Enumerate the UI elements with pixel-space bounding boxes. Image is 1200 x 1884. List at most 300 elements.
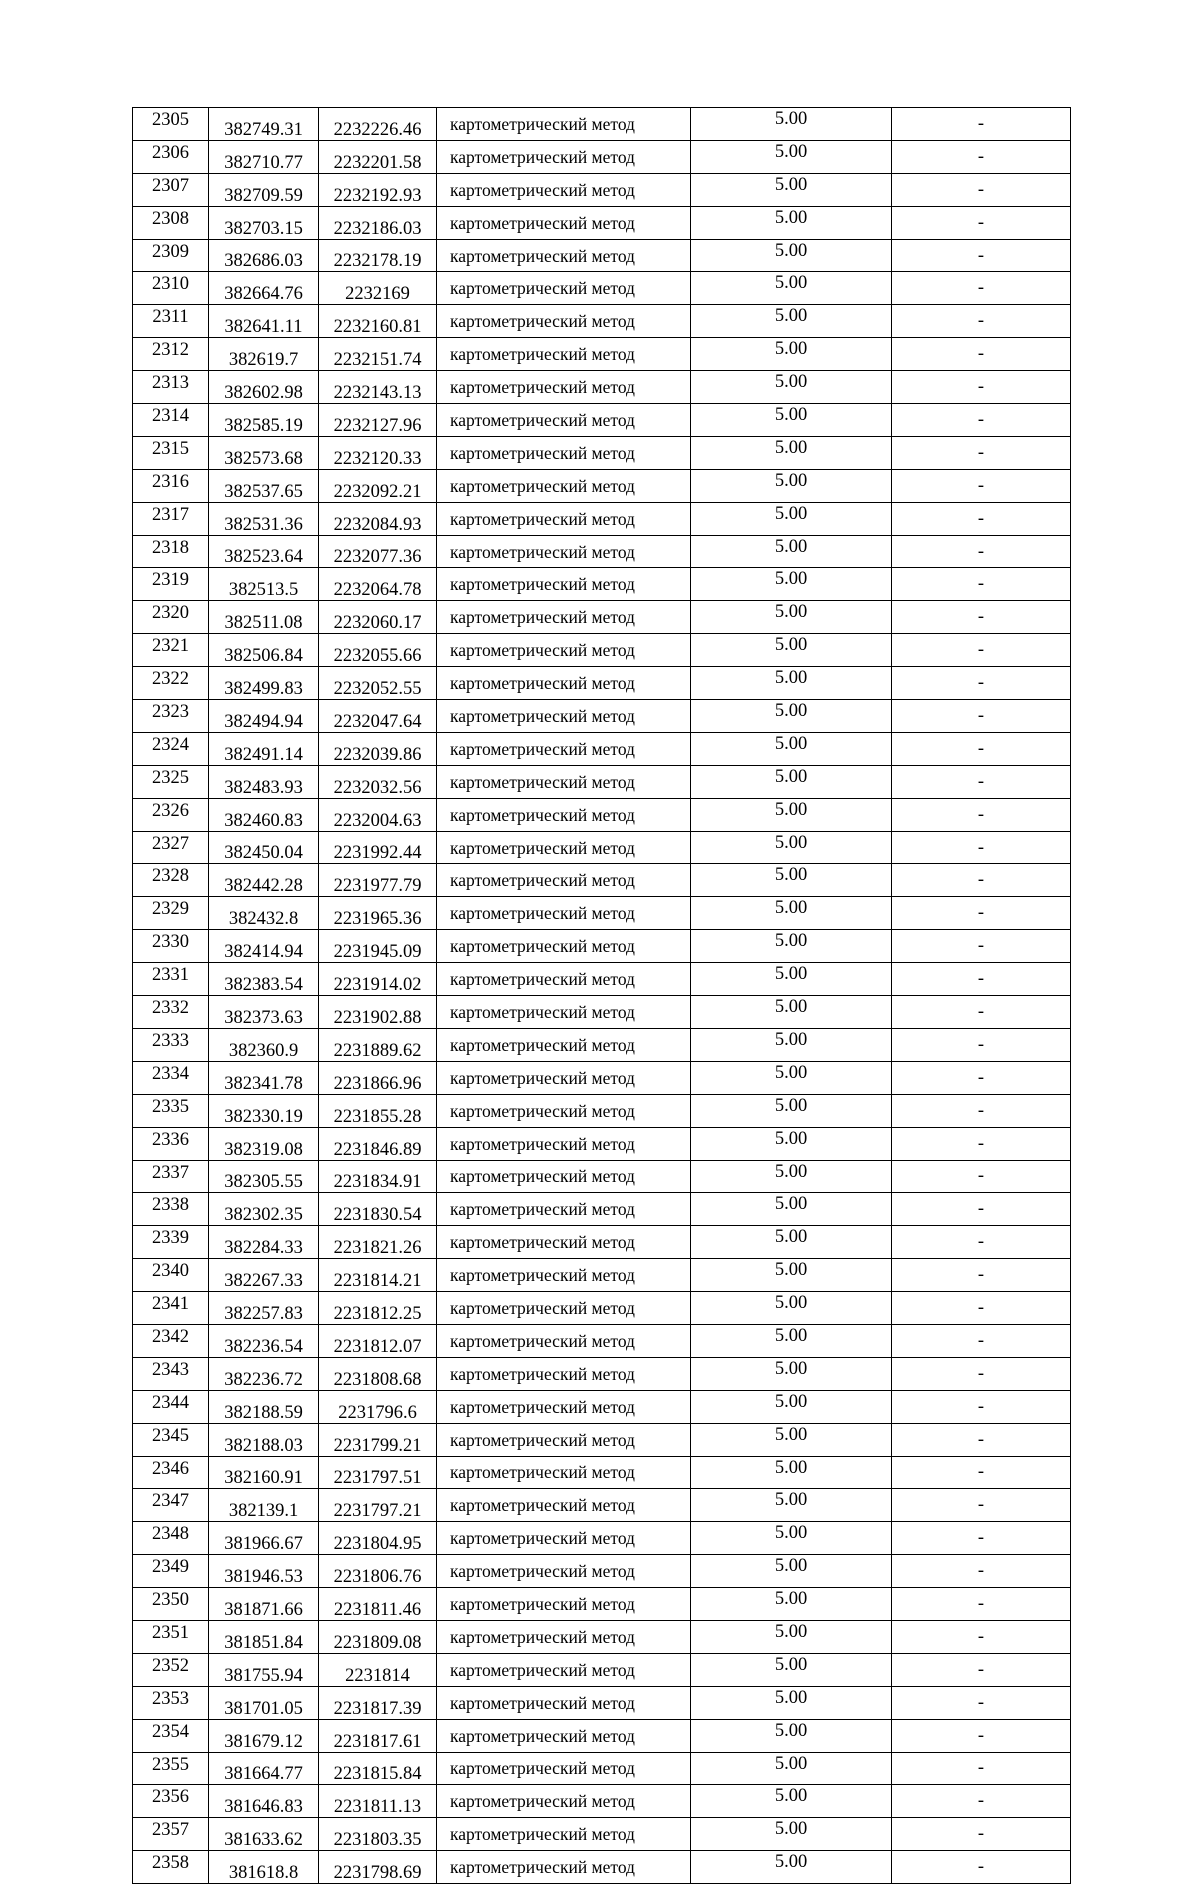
description-cell: -: [892, 1160, 1071, 1193]
x-coordinate-cell: 382360.9: [209, 1028, 319, 1061]
method-cell: картометрический метод: [437, 1686, 691, 1719]
y-coordinate-cell: 2231797.51: [319, 1456, 437, 1489]
accuracy-cell: 5.00: [691, 1588, 892, 1621]
description-cell: -: [892, 667, 1071, 700]
table-row: [133, 404, 1071, 437]
x-coordinate-cell: 382284.33: [209, 1226, 319, 1259]
method-cell: картометрический метод: [437, 173, 691, 206]
table-row: [133, 140, 1071, 173]
description-cell: -: [892, 765, 1071, 798]
y-coordinate-cell: 2232169: [319, 272, 437, 305]
accuracy-cell: 5.00: [691, 1324, 892, 1357]
point-number-cell: 2336: [133, 1127, 209, 1160]
y-coordinate-cell: 2232201.58: [319, 140, 437, 173]
accuracy-cell: 5.00: [691, 732, 892, 765]
coordinates-table: [132, 107, 1071, 1884]
y-coordinate-cell: 2231817.39: [319, 1686, 437, 1719]
y-coordinate-cell: 2231945.09: [319, 930, 437, 963]
description-cell: -: [892, 963, 1071, 996]
method-cell: картометрический метод: [437, 272, 691, 305]
point-number-cell: 2344: [133, 1390, 209, 1423]
x-coordinate-cell: 381701.05: [209, 1686, 319, 1719]
accuracy-cell: 5.00: [691, 1423, 892, 1456]
description-cell: -: [892, 1423, 1071, 1456]
table-row: [133, 239, 1071, 272]
x-coordinate-cell: 381618.8: [209, 1851, 319, 1884]
table-row: [133, 1588, 1071, 1621]
y-coordinate-cell: 2231812.07: [319, 1324, 437, 1357]
table-row: [133, 667, 1071, 700]
table-row: [133, 305, 1071, 338]
description-cell: -: [892, 305, 1071, 338]
point-number-cell: 2305: [133, 108, 209, 141]
method-cell: картометрический метод: [437, 1522, 691, 1555]
accuracy-cell: 5.00: [691, 206, 892, 239]
accuracy-cell: 5.00: [691, 1851, 892, 1884]
table-row: [133, 831, 1071, 864]
point-number-cell: 2321: [133, 634, 209, 667]
accuracy-cell: 5.00: [691, 1620, 892, 1653]
y-coordinate-cell: 2232084.93: [319, 502, 437, 535]
point-number-cell: 2326: [133, 798, 209, 831]
x-coordinate-cell: 382257.83: [209, 1292, 319, 1325]
point-number-cell: 2339: [133, 1226, 209, 1259]
y-coordinate-cell: 2231809.08: [319, 1620, 437, 1653]
method-cell: картометрический метод: [437, 305, 691, 338]
description-cell: -: [892, 502, 1071, 535]
y-coordinate-cell: 2231803.35: [319, 1818, 437, 1851]
description-cell: -: [892, 173, 1071, 206]
point-number-cell: 2347: [133, 1489, 209, 1522]
x-coordinate-cell: 381664.77: [209, 1752, 319, 1785]
x-coordinate-cell: 382483.93: [209, 765, 319, 798]
point-number-cell: 2314: [133, 404, 209, 437]
point-number-cell: 2313: [133, 371, 209, 404]
x-coordinate-cell: 382319.08: [209, 1127, 319, 1160]
table-row: [133, 1226, 1071, 1259]
x-coordinate-cell: 382491.14: [209, 732, 319, 765]
accuracy-cell: 5.00: [691, 239, 892, 272]
method-cell: картометрический метод: [437, 1719, 691, 1752]
point-number-cell: 2353: [133, 1686, 209, 1719]
table-row: [133, 1324, 1071, 1357]
table-row: [133, 930, 1071, 963]
method-cell: картометрический метод: [437, 1752, 691, 1785]
x-coordinate-cell: 381851.84: [209, 1620, 319, 1653]
method-cell: картометрический метод: [437, 765, 691, 798]
x-coordinate-cell: 381871.66: [209, 1588, 319, 1621]
method-cell: картометрический метод: [437, 1785, 691, 1818]
x-coordinate-cell: 382523.64: [209, 535, 319, 568]
table-row: [133, 1357, 1071, 1390]
accuracy-cell: 5.00: [691, 1522, 892, 1555]
table-row: [133, 1061, 1071, 1094]
accuracy-cell: 5.00: [691, 1555, 892, 1588]
method-cell: картометрический метод: [437, 732, 691, 765]
y-coordinate-cell: 2232151.74: [319, 338, 437, 371]
method-cell: картометрический метод: [437, 206, 691, 239]
y-coordinate-cell: 2231889.62: [319, 1028, 437, 1061]
table-row: [133, 1094, 1071, 1127]
point-number-cell: 2343: [133, 1357, 209, 1390]
description-cell: -: [892, 1193, 1071, 1226]
description-cell: -: [892, 1226, 1071, 1259]
description-cell: -: [892, 1653, 1071, 1686]
accuracy-cell: 5.00: [691, 1752, 892, 1785]
method-cell: картометрический метод: [437, 1160, 691, 1193]
accuracy-cell: 5.00: [691, 502, 892, 535]
point-number-cell: 2308: [133, 206, 209, 239]
table-row: [133, 1851, 1071, 1884]
description-cell: -: [892, 1851, 1071, 1884]
point-number-cell: 2319: [133, 568, 209, 601]
table-row: [133, 634, 1071, 667]
point-number-cell: 2334: [133, 1061, 209, 1094]
method-cell: картометрический метод: [437, 338, 691, 371]
accuracy-cell: 5.00: [691, 371, 892, 404]
x-coordinate-cell: 382188.59: [209, 1390, 319, 1423]
x-coordinate-cell: 382302.35: [209, 1193, 319, 1226]
table-row: [133, 963, 1071, 996]
method-cell: картометрический метод: [437, 864, 691, 897]
method-cell: картометрический метод: [437, 1489, 691, 1522]
accuracy-cell: 5.00: [691, 1259, 892, 1292]
accuracy-cell: 5.00: [691, 1456, 892, 1489]
x-coordinate-cell: 382450.04: [209, 831, 319, 864]
method-cell: картометрический метод: [437, 897, 691, 930]
table-row: [133, 1028, 1071, 1061]
x-coordinate-cell: 381755.94: [209, 1653, 319, 1686]
description-cell: -: [892, 206, 1071, 239]
description-cell: -: [892, 1588, 1071, 1621]
point-number-cell: 2312: [133, 338, 209, 371]
accuracy-cell: 5.00: [691, 864, 892, 897]
table-body: [133, 108, 1071, 1884]
table-row: [133, 1259, 1071, 1292]
table-row: [133, 1818, 1071, 1851]
x-coordinate-cell: 381966.67: [209, 1522, 319, 1555]
x-coordinate-cell: 381679.12: [209, 1719, 319, 1752]
method-cell: картометрический метод: [437, 1851, 691, 1884]
point-number-cell: 2311: [133, 305, 209, 338]
accuracy-cell: 5.00: [691, 897, 892, 930]
description-cell: -: [892, 930, 1071, 963]
y-coordinate-cell: 2232077.36: [319, 535, 437, 568]
accuracy-cell: 5.00: [691, 436, 892, 469]
method-cell: картометрический метод: [437, 1456, 691, 1489]
y-coordinate-cell: 2232120.33: [319, 436, 437, 469]
y-coordinate-cell: 2231804.95: [319, 1522, 437, 1555]
point-number-cell: 2325: [133, 765, 209, 798]
accuracy-cell: 5.00: [691, 1653, 892, 1686]
method-cell: картометрический метод: [437, 1818, 691, 1851]
table-row: [133, 996, 1071, 1029]
accuracy-cell: 5.00: [691, 700, 892, 733]
x-coordinate-cell: 382383.54: [209, 963, 319, 996]
x-coordinate-cell: 382709.59: [209, 173, 319, 206]
description-cell: -: [892, 831, 1071, 864]
y-coordinate-cell: 2231992.44: [319, 831, 437, 864]
point-number-cell: 2307: [133, 173, 209, 206]
accuracy-cell: 5.00: [691, 996, 892, 1029]
y-coordinate-cell: 2232064.78: [319, 568, 437, 601]
table-row: [133, 272, 1071, 305]
description-cell: -: [892, 996, 1071, 1029]
point-number-cell: 2330: [133, 930, 209, 963]
point-number-cell: 2357: [133, 1818, 209, 1851]
description-cell: -: [892, 1061, 1071, 1094]
x-coordinate-cell: 382749.31: [209, 108, 319, 141]
table-row: [133, 1785, 1071, 1818]
method-cell: картометрический метод: [437, 371, 691, 404]
y-coordinate-cell: 2232160.81: [319, 305, 437, 338]
method-cell: картометрический метод: [437, 601, 691, 634]
method-cell: картометрический метод: [437, 1620, 691, 1653]
table-row: [133, 1127, 1071, 1160]
y-coordinate-cell: 2231814.21: [319, 1259, 437, 1292]
method-cell: картометрический метод: [437, 667, 691, 700]
description-cell: -: [892, 1028, 1071, 1061]
x-coordinate-cell: 382513.5: [209, 568, 319, 601]
accuracy-cell: 5.00: [691, 1061, 892, 1094]
x-coordinate-cell: 382460.83: [209, 798, 319, 831]
x-coordinate-cell: 382585.19: [209, 404, 319, 437]
point-number-cell: 2333: [133, 1028, 209, 1061]
accuracy-cell: 5.00: [691, 305, 892, 338]
accuracy-cell: 5.00: [691, 1127, 892, 1160]
point-number-cell: 2342: [133, 1324, 209, 1357]
description-cell: -: [892, 1127, 1071, 1160]
point-number-cell: 2315: [133, 436, 209, 469]
description-cell: -: [892, 469, 1071, 502]
point-number-cell: 2320: [133, 601, 209, 634]
description-cell: -: [892, 864, 1071, 897]
point-number-cell: 2337: [133, 1160, 209, 1193]
table-row: [133, 1752, 1071, 1785]
x-coordinate-cell: 382188.03: [209, 1423, 319, 1456]
table-row: [133, 469, 1071, 502]
y-coordinate-cell: 2231814: [319, 1653, 437, 1686]
table-row: [133, 338, 1071, 371]
y-coordinate-cell: 2231808.68: [319, 1357, 437, 1390]
y-coordinate-cell: 2231855.28: [319, 1094, 437, 1127]
description-cell: -: [892, 732, 1071, 765]
x-coordinate-cell: 382506.84: [209, 634, 319, 667]
method-cell: картометрический метод: [437, 930, 691, 963]
method-cell: картометрический метод: [437, 140, 691, 173]
y-coordinate-cell: 2231798.69: [319, 1851, 437, 1884]
description-cell: -: [892, 272, 1071, 305]
y-coordinate-cell: 2232092.21: [319, 469, 437, 502]
y-coordinate-cell: 2231797.21: [319, 1489, 437, 1522]
accuracy-cell: 5.00: [691, 1818, 892, 1851]
method-cell: картометрический метод: [437, 1555, 691, 1588]
description-cell: -: [892, 1456, 1071, 1489]
accuracy-cell: 5.00: [691, 535, 892, 568]
y-coordinate-cell: 2231914.02: [319, 963, 437, 996]
method-cell: картометрический метод: [437, 1588, 691, 1621]
table-row: [133, 1522, 1071, 1555]
method-cell: картометрический метод: [437, 1423, 691, 1456]
point-number-cell: 2341: [133, 1292, 209, 1325]
y-coordinate-cell: 2231834.91: [319, 1160, 437, 1193]
point-number-cell: 2322: [133, 667, 209, 700]
y-coordinate-cell: 2232226.46: [319, 108, 437, 141]
description-cell: -: [892, 700, 1071, 733]
accuracy-cell: 5.00: [691, 831, 892, 864]
description-cell: -: [892, 601, 1071, 634]
x-coordinate-cell: 381646.83: [209, 1785, 319, 1818]
point-number-cell: 2335: [133, 1094, 209, 1127]
table-row: [133, 535, 1071, 568]
point-number-cell: 2340: [133, 1259, 209, 1292]
description-cell: -: [892, 404, 1071, 437]
method-cell: картометрический метод: [437, 108, 691, 141]
description-cell: -: [892, 634, 1071, 667]
description-cell: -: [892, 1259, 1071, 1292]
point-number-cell: 2306: [133, 140, 209, 173]
table-row: [133, 1292, 1071, 1325]
y-coordinate-cell: 2231830.54: [319, 1193, 437, 1226]
table-row: [133, 1653, 1071, 1686]
method-cell: картометрический метод: [437, 634, 691, 667]
point-number-cell: 2323: [133, 700, 209, 733]
description-cell: -: [892, 798, 1071, 831]
table-row: [133, 173, 1071, 206]
method-cell: картометрический метод: [437, 1292, 691, 1325]
point-number-cell: 2354: [133, 1719, 209, 1752]
point-number-cell: 2355: [133, 1752, 209, 1785]
accuracy-cell: 5.00: [691, 404, 892, 437]
description-cell: -: [892, 1620, 1071, 1653]
table-row: [133, 798, 1071, 831]
x-coordinate-cell: 382373.63: [209, 996, 319, 1029]
table-row: [133, 765, 1071, 798]
y-coordinate-cell: 2232032.56: [319, 765, 437, 798]
table-row: [133, 436, 1071, 469]
point-number-cell: 2356: [133, 1785, 209, 1818]
description-cell: -: [892, 1489, 1071, 1522]
accuracy-cell: 5.00: [691, 1719, 892, 1752]
description-cell: -: [892, 1522, 1071, 1555]
table-row: [133, 108, 1071, 141]
y-coordinate-cell: 2231846.89: [319, 1127, 437, 1160]
method-cell: картометрический метод: [437, 469, 691, 502]
y-coordinate-cell: 2232127.96: [319, 404, 437, 437]
y-coordinate-cell: 2232178.19: [319, 239, 437, 272]
y-coordinate-cell: 2232052.55: [319, 667, 437, 700]
y-coordinate-cell: 2231815.84: [319, 1752, 437, 1785]
x-coordinate-cell: 382573.68: [209, 436, 319, 469]
point-number-cell: 2349: [133, 1555, 209, 1588]
x-coordinate-cell: 382442.28: [209, 864, 319, 897]
method-cell: картометрический метод: [437, 798, 691, 831]
point-number-cell: 2345: [133, 1423, 209, 1456]
y-coordinate-cell: 2231799.21: [319, 1423, 437, 1456]
x-coordinate-cell: 382236.54: [209, 1324, 319, 1357]
description-cell: -: [892, 535, 1071, 568]
method-cell: картометрический метод: [437, 535, 691, 568]
x-coordinate-cell: 382703.15: [209, 206, 319, 239]
point-number-cell: 2352: [133, 1653, 209, 1686]
accuracy-cell: 5.00: [691, 1193, 892, 1226]
point-number-cell: 2317: [133, 502, 209, 535]
table-row: [133, 700, 1071, 733]
description-cell: -: [892, 568, 1071, 601]
y-coordinate-cell: 2232186.03: [319, 206, 437, 239]
x-coordinate-cell: 382341.78: [209, 1061, 319, 1094]
table-row: [133, 1489, 1071, 1522]
x-coordinate-cell: 382139.1: [209, 1489, 319, 1522]
description-cell: -: [892, 1094, 1071, 1127]
method-cell: картометрический метод: [437, 1193, 691, 1226]
point-number-cell: 2324: [133, 732, 209, 765]
table-row: [133, 1555, 1071, 1588]
description-cell: -: [892, 1752, 1071, 1785]
point-number-cell: 2310: [133, 272, 209, 305]
description-cell: -: [892, 239, 1071, 272]
y-coordinate-cell: 2231817.61: [319, 1719, 437, 1752]
method-cell: картометрический метод: [437, 1390, 691, 1423]
method-cell: картометрический метод: [437, 1226, 691, 1259]
method-cell: картометрический метод: [437, 1357, 691, 1390]
table-row: [133, 1719, 1071, 1752]
table-row: [133, 206, 1071, 239]
method-cell: картометрический метод: [437, 831, 691, 864]
y-coordinate-cell: 2232055.66: [319, 634, 437, 667]
table-row: [133, 897, 1071, 930]
x-coordinate-cell: 381946.53: [209, 1555, 319, 1588]
description-cell: -: [892, 1686, 1071, 1719]
table-row: [133, 864, 1071, 897]
table-row: [133, 1620, 1071, 1653]
method-cell: картометрический метод: [437, 1028, 691, 1061]
x-coordinate-cell: 382330.19: [209, 1094, 319, 1127]
y-coordinate-cell: 2231902.88: [319, 996, 437, 1029]
description-cell: -: [892, 1555, 1071, 1588]
x-coordinate-cell: 382160.91: [209, 1456, 319, 1489]
x-coordinate-cell: 382432.8: [209, 897, 319, 930]
x-coordinate-cell: 382537.65: [209, 469, 319, 502]
point-number-cell: 2351: [133, 1620, 209, 1653]
point-number-cell: 2329: [133, 897, 209, 930]
y-coordinate-cell: 2231821.26: [319, 1226, 437, 1259]
method-cell: картометрический метод: [437, 1127, 691, 1160]
x-coordinate-cell: 382305.55: [209, 1160, 319, 1193]
x-coordinate-cell: 382267.33: [209, 1259, 319, 1292]
table-row: [133, 568, 1071, 601]
y-coordinate-cell: 2231811.46: [319, 1588, 437, 1621]
accuracy-cell: 5.00: [691, 1292, 892, 1325]
table-row: [133, 1686, 1071, 1719]
accuracy-cell: 5.00: [691, 140, 892, 173]
method-cell: картометрический метод: [437, 996, 691, 1029]
y-coordinate-cell: 2231806.76: [319, 1555, 437, 1588]
method-cell: картометрический метод: [437, 404, 691, 437]
y-coordinate-cell: 2232060.17: [319, 601, 437, 634]
x-coordinate-cell: 382619.7: [209, 338, 319, 371]
y-coordinate-cell: 2231866.96: [319, 1061, 437, 1094]
description-cell: -: [892, 1719, 1071, 1752]
table-row: [133, 1390, 1071, 1423]
point-number-cell: 2327: [133, 831, 209, 864]
accuracy-cell: 5.00: [691, 1160, 892, 1193]
point-number-cell: 2318: [133, 535, 209, 568]
point-number-cell: 2350: [133, 1588, 209, 1621]
point-number-cell: 2346: [133, 1456, 209, 1489]
x-coordinate-cell: 382414.94: [209, 930, 319, 963]
x-coordinate-cell: 382494.94: [209, 700, 319, 733]
